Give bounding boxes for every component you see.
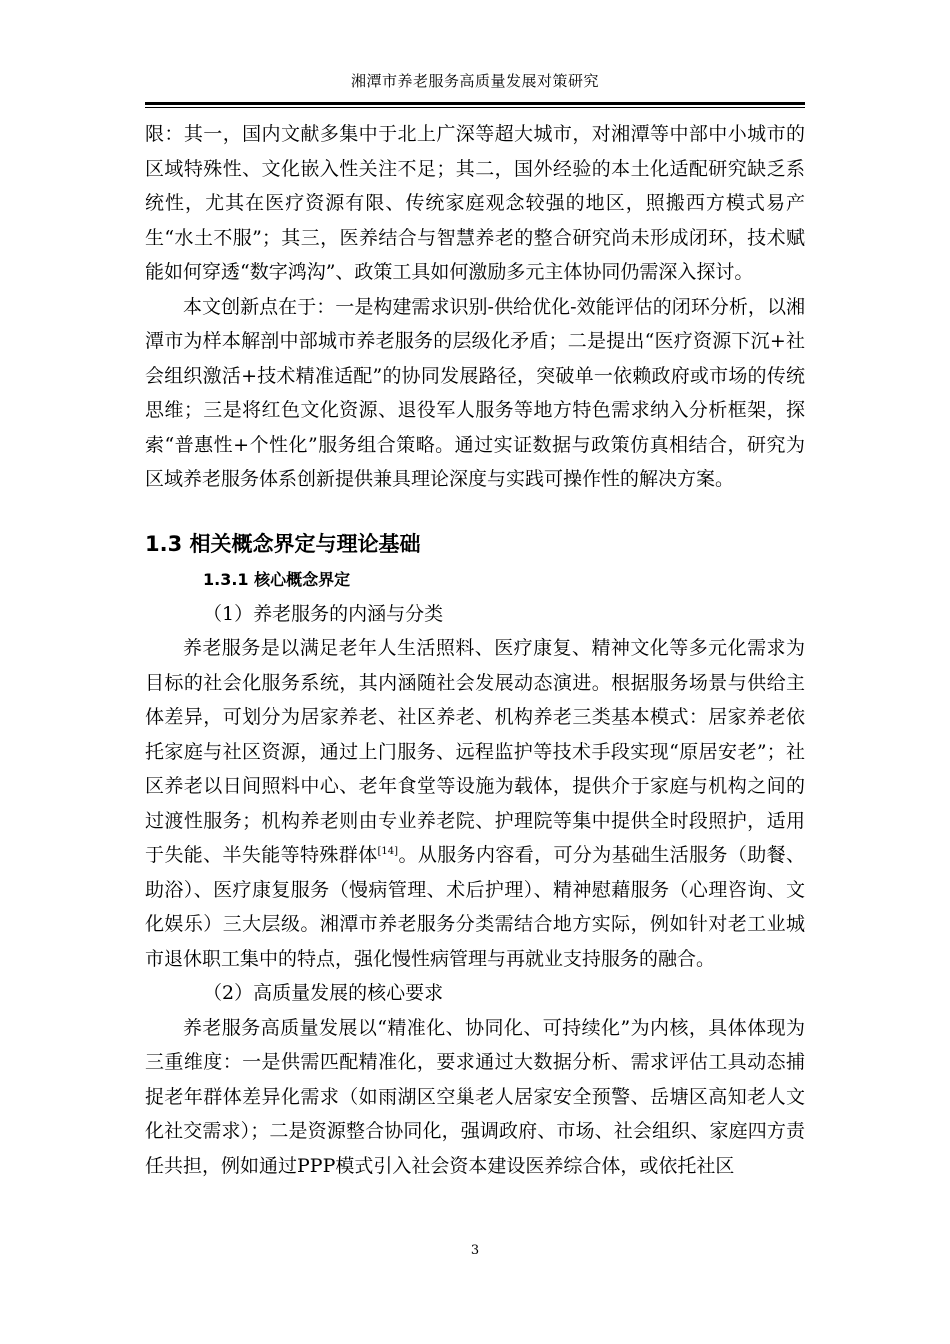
paragraph-text: 。从服务内容看，可分为基础生活服务（助餐、助浴）、医疗康复服务（慢病管理、术后护理）、精神慰藉服务（心理咨询、文化娱乐）三大层级。湘潭市养老服务分类需结合地方实际，例如针对老工业城市退休职工集中的特点，强化慢性病管理与再就业支持服务的融合。 [145,844,805,970]
subsection-heading: 1.3.1 核心概念界定 [203,569,351,589]
citation-marker: [14] [377,846,399,857]
paragraph-text: 养老服务是以满足老年人生活照料、医疗康复、精神文化等多元化需求为目标的社会化服务系统，其内涵随社会发展动态演进。根据服务场景与供给主体差异，可划分为居家养老、社区养老、机构养老三类基本模式：居家养老依托家庭与社区资源，通过上门服务、远程监护等技术手段实现“原居安老”；社区养老以日间照料中心、老年食堂等设施为载体，提供介于家庭与机构之间的过渡性服务；机构养老则由专业养老院、护理院等集中提供全时段照护，适用于失能、半失能等特殊群体 [145,637,805,866]
running-header: 湘潭市养老服务高质量发展对策研究 [350,72,599,90]
item-title-high-quality-development: （2）高质量发展的核心要求 [203,982,444,1004]
item-title-elderly-care-connotation: （1）养老服务的内涵与分类 [203,602,444,625]
page-body [145,117,805,1183]
paragraph-high-quality-development: 养老服务高质量发展以“精准化、协同化、可持续化”为内核，具体体现为三重维度：一是供需匹配精准化，要求通过大数据分析、需求评估工具动态捕捉老年群体差异化需求（如雨湖区空巢老人居家安全预警、岳塘区高知老人文化社交需求）；二是资源整合协同化，强调政府、市场、社会组织、家庭四方责任共担，例如通过PPP模式引入社会资本建设医养综合体，或依托社区 [145,1016,805,1177]
section-heading: 1.3 相关概念界定与理论基础 [145,531,421,556]
paragraph-elderly-care-connotation [145,631,805,976]
paragraph-research-limitations: 限：其一，国内文献多集中于北上广深等超大城市，对湘潭等中部中小城市的区域特殊性、文化嵌入性关注不足；其二，国外经验的本土化适配研究缺乏系统性，尤其在医疗资源有限、传统家庭观念较强的地区，照搬西方模式易产生“水土不服”；其三，医养结合与智慧养老的整合研究尚未形成闭环，技术赋能如何穿透“数字鸿沟”、政策工具如何激励多元主体协同仍需深入探讨。 [145,123,805,283]
header-rule-thin [145,107,805,108]
header-rule-thick [145,102,805,105]
paragraph-innovations: 本文创新点在于：一是构建需求识别-供给优化-效能评估的闭环分析，以湘潭市为样本解剖中部城市养老服务的层级化矛盾；二是提出“医疗资源下沉+社会组织激活+技术精准适配”的协同发展路径，突破单一依赖政府或市场的传统思维；三是将红色文化资源、退役军人服务等地方特色需求纳入分析框架，探索“普惠性+个性化”服务组合策略。通过实证数据与政策仿真相结合，研究为区域养老服务体系创新提供兼具理论深度与实践可操作性的解决方案。 [145,295,805,490]
page-number: 3 [470,1243,480,1258]
